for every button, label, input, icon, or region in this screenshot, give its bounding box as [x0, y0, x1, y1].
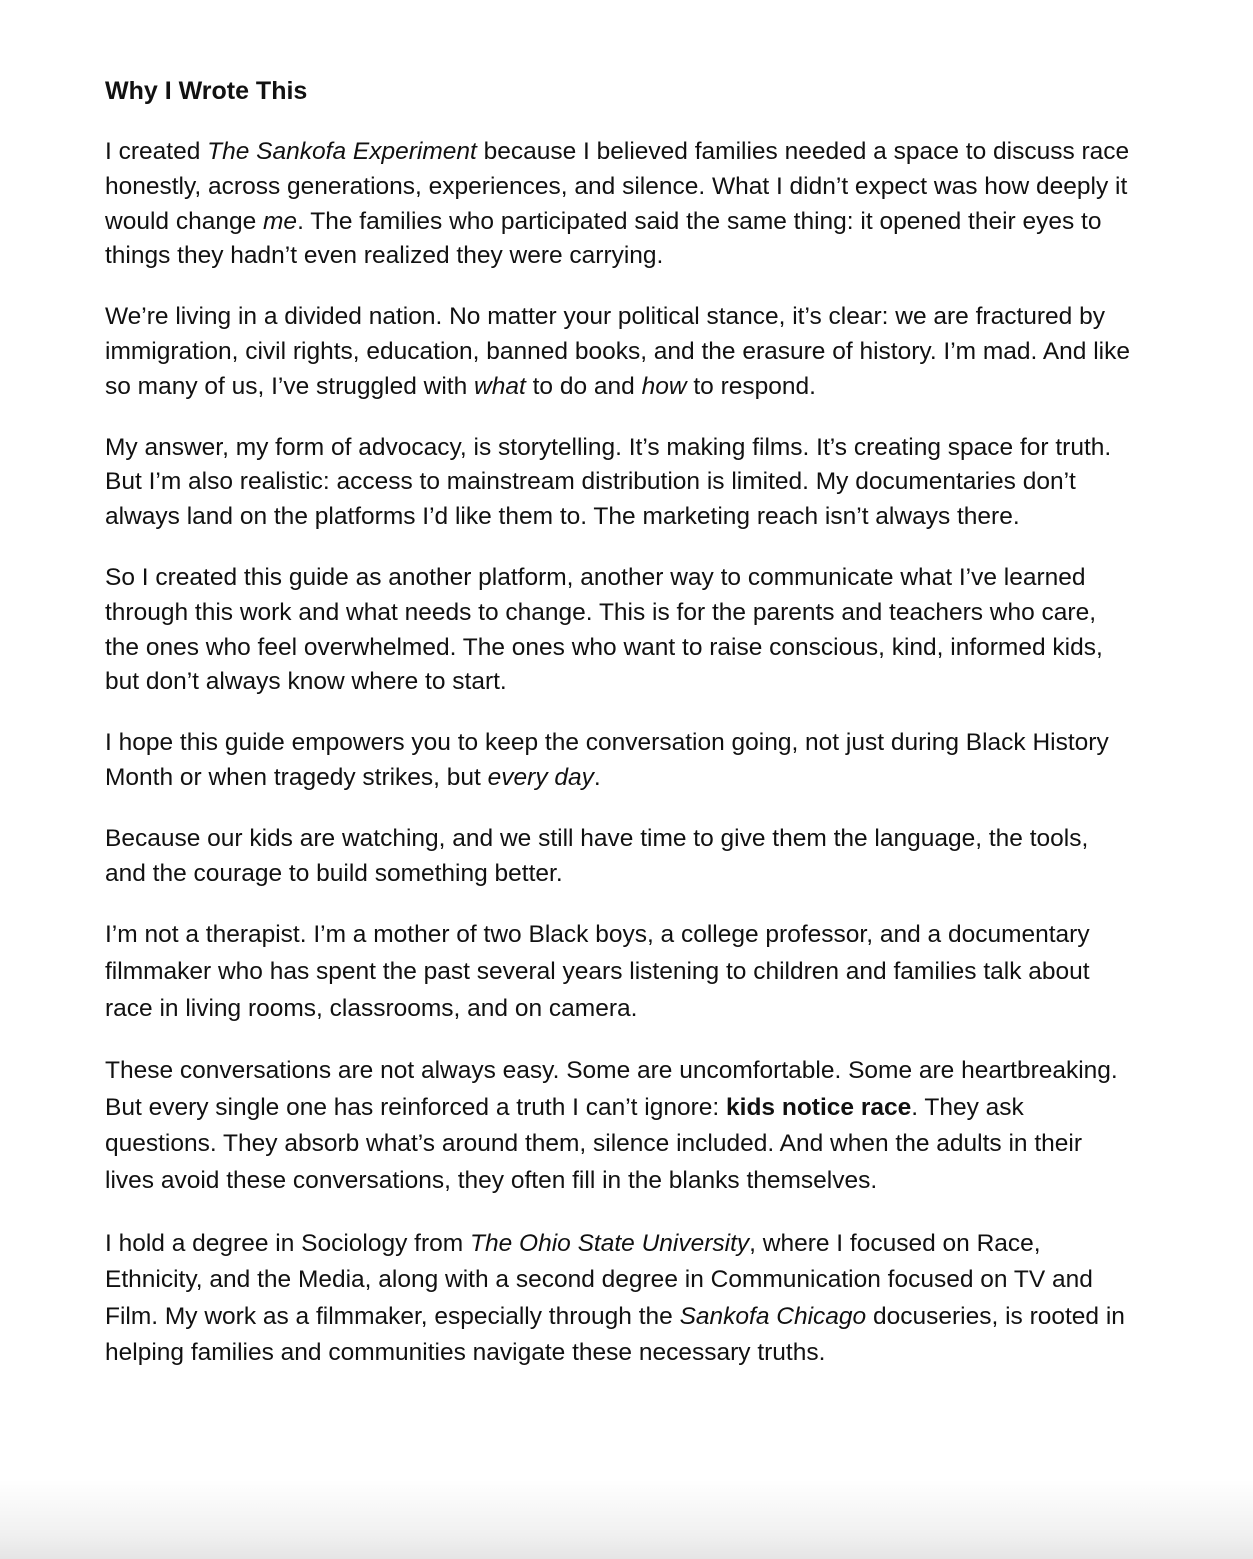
paragraph-p6 [105, 822, 1135, 892]
text-run: . The families who participated said the same thing: it opened their eyes to things they hadn’t even realized they were carrying. [105, 207, 1102, 270]
text-run: So I created this guide as another platform, another way to communicate what I’ve learned through this work and what needs to change. This is for the parents and teachers who care, the ones who feel overwhelmed. The ones who want to raise conscious, kind, informed kids, but don’t always know where to start. [105, 563, 1103, 696]
text-run: . They ask questions. They absorb what’s around them, silence included. And when the adults in their lives avoid these conversations, they often fill in the blanks themselves. [105, 1093, 1082, 1194]
text-run: how [641, 372, 687, 400]
paragraph-p4 [105, 561, 1135, 700]
text-run: to respond. [686, 372, 816, 400]
section-heading: Why I Wrote This [105, 77, 308, 105]
text-run: I’m not a therapist. I’m a mother of two Black boys, a college professor, and a documentary filmmaker who has spent the past several years listening to children and families talk about race in living rooms, classrooms, and on camera. [105, 921, 1090, 1022]
body-text [105, 135, 1135, 1372]
document-page [105, 74, 1135, 1398]
text-run: me [263, 207, 298, 235]
text-run: kids notice race [726, 1093, 912, 1121]
text-run: Sankofa Chicago [679, 1302, 867, 1330]
text-run: . [593, 763, 601, 791]
text-run: The Ohio State University [470, 1229, 750, 1257]
page-bottom-shadow [0, 1479, 1253, 1559]
text-run: docuseries, is rooted in helping families and communities navigate these necessary truths. [105, 1302, 1125, 1367]
paragraph-p2 [105, 300, 1135, 404]
text-run: every day [487, 763, 594, 791]
text-run: The Sankofa Experiment [207, 138, 477, 165]
text-run: I created [105, 138, 208, 165]
paragraph-p5 [105, 726, 1135, 796]
text-run: My answer, my form of advocacy, is storytelling. It’s making films. It’s creating space for truth. But I’m also realistic: access to mainstream distribution is limited. My documentaries don’t always land on the platforms I’d like them to. The marketing reach isn’t always there. [105, 433, 1112, 531]
text-run: Because our kids are watching, and we still have time to give them the language, the tools, and the courage to build something better. [105, 824, 1089, 887]
text-run: , where I focused on Race, Ethnicity, and the Media, along with a second degree in Communication focused on TV and Film. My work as a filmmaker, especially through the [105, 1229, 1093, 1330]
paragraph-p9 [105, 1226, 1135, 1372]
paragraph-p3 [105, 431, 1135, 535]
text-run: because I believed families needed a space to discuss race honestly, across generations, experiences, and silence. What I didn’t expect was how deeply it would change [105, 138, 1130, 235]
paragraph-p7 [105, 917, 1135, 1027]
text-run: I hold a degree in Sociology from [105, 1229, 470, 1257]
text-run: what [474, 372, 526, 400]
text-run: I hope this guide empowers you to keep the conversation going, not just during Black History Month or when tragedy strikes, but [105, 729, 1109, 791]
text-run: to do and [525, 372, 642, 400]
paragraph-p8 [105, 1053, 1135, 1199]
text-run: We’re living in a divided nation. No matter your political stance, it’s clear: we are fractured by immigration, civil rights, education, banned books, and the erasure of history. I’m mad. And like so many of us, I’ve struggled with [105, 303, 1130, 400]
paragraph-p1 [105, 135, 1135, 274]
text-run: These conversations are not always easy. Some are uncomfortable. Some are heartbreaking. But every single one has reinforced a truth I can’t ignore: [105, 1057, 1118, 1121]
